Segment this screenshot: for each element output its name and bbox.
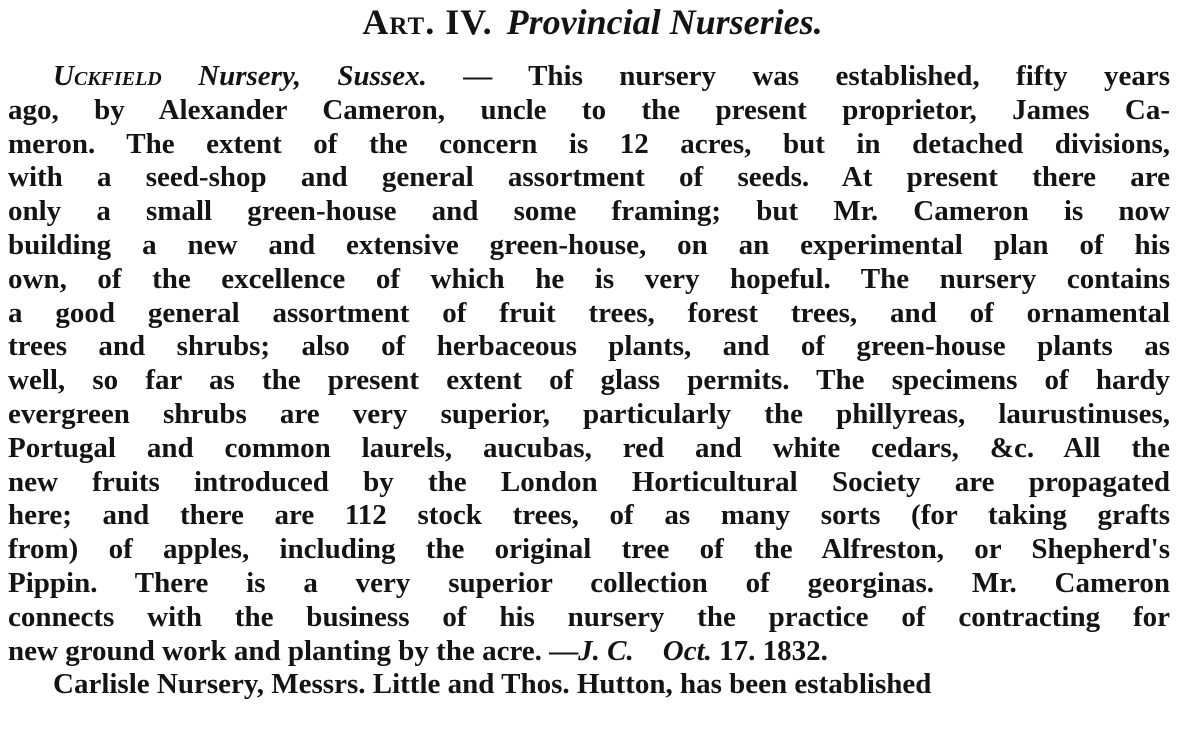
paragraph-line: building a new and extensive green-house, on an experimental plan of his (8, 228, 1170, 261)
paragraph-line: evergreen shrubs are very superior, particularly the phillyreas, laurustinuses, (8, 397, 1170, 430)
paragraph-line: connects with the business of his nursery the practice of contracting for (8, 600, 1170, 633)
paragraph-line: ago, by Alexander Cameron, uncle to the present proprietor, James Ca- (8, 93, 1170, 126)
article-number: Art. IV. (362, 2, 493, 42)
paragraph-line: with a seed-shop and general assortment of seeds. At present there are (8, 161, 1170, 194)
nursery-place: Sussex. (337, 60, 427, 92)
paragraph-line: meron. The extent of the concern is 12 acres, but in detached divisions, (8, 127, 1170, 160)
paragraph-line: well, so far as the present extent of glass permits. The specimens of hardy (8, 364, 1170, 397)
line-text: — This nursery was established, fifty years (426, 60, 1170, 92)
article-paragraph (8, 60, 1170, 701)
paragraph-line: own, of the excellence of which he is very hopeful. The nursery contains (8, 262, 1170, 295)
paragraph-line (8, 60, 1170, 94)
article-title: Provincial Nurseries. (506, 2, 823, 42)
next-paragraph-cut-line: Carlisle Nursery, Messrs. Little and Thos. Hutton, has been established (53, 668, 932, 701)
paragraph-line: here; and there are 112 stock trees, of as many sorts (for taking grafts (8, 499, 1170, 532)
paragraph-line (8, 635, 1170, 669)
date-month: Oct. (662, 634, 712, 667)
nursery-word: Nursery, (198, 60, 301, 92)
article-heading (0, 2, 1185, 42)
author-signature: J. C. (578, 634, 634, 667)
paragraph-line: Pippin. There is a very superior collection of georginas. Mr. Cameron (8, 566, 1170, 599)
date-rest: 17. 1832. (719, 634, 828, 667)
paragraph-line: Portugal and common laurels, aucubas, red and white cedars, &c. All the (8, 431, 1170, 464)
paragraph-line: only a small green-house and some framing; but Mr. Cameron is now (8, 195, 1170, 228)
paragraph-line: new fruits introduced by the London Horticultural Society are propagated (8, 465, 1170, 498)
line-text: new ground work and planting by the acre. — (8, 634, 579, 667)
nursery-name: Uckfield (53, 60, 162, 92)
paragraph-line: trees and shrubs; also of herbaceous plants, and of green-house plants as (8, 330, 1170, 363)
paragraph-line: from) of apples, including the original tree of the Alfreston, or Shepherd's (8, 533, 1170, 566)
paragraph-line: a good general assortment of fruit trees, forest trees, and of ornamental (8, 296, 1170, 329)
